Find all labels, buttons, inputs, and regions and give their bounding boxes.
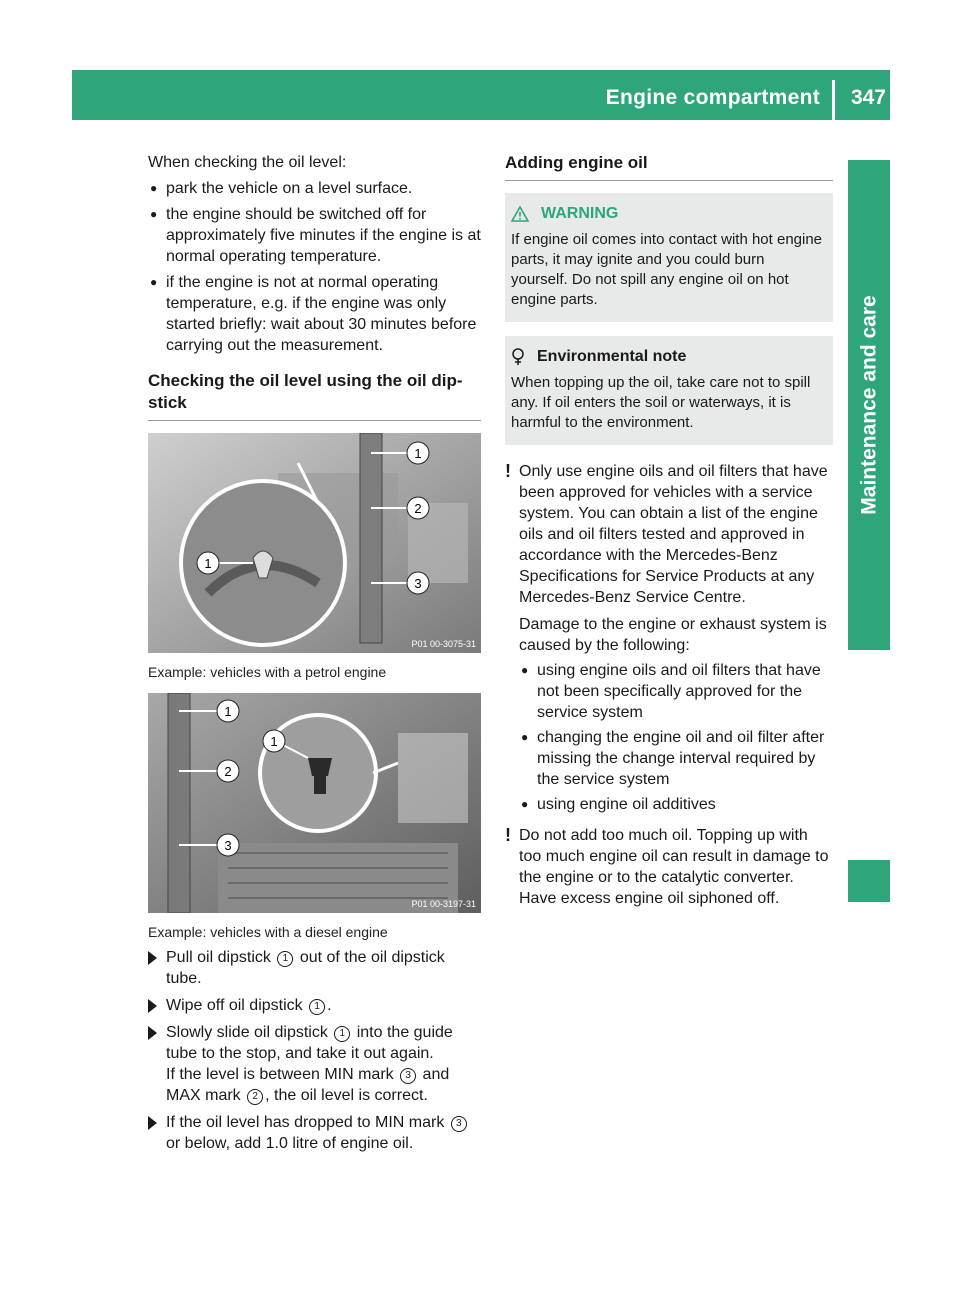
lightbulb-icon	[511, 348, 525, 366]
list-item: ● using engine oils and oil filters that have not been specifically approved for the service system	[521, 662, 821, 721]
note-text: Damage to the engine or exhaust system is caused by the following:	[519, 616, 827, 654]
exclamation-icon: !	[505, 825, 511, 845]
header-divider	[832, 80, 835, 120]
list-item: ● changing the engine oil and oil filter after missing the change interval required by the service system	[521, 729, 825, 788]
page-header	[72, 70, 890, 120]
chapter-marker	[848, 860, 890, 902]
svg-text:3: 3	[224, 838, 232, 853]
figure-caption: Example: vehicles with a diesel engine	[148, 924, 388, 940]
petrol-engine-photo	[148, 433, 481, 653]
list-item: ● the engine should be switched off for approximately five minutes if the engine is at normal operating temperature.	[150, 206, 481, 265]
bullet-icon: ●	[150, 181, 158, 195]
section-heading: Checking the oil level using the oil dip-stick	[148, 371, 463, 412]
step-arrow-icon	[148, 999, 157, 1013]
step-arrow-icon	[148, 1116, 157, 1130]
svg-text:3: 3	[414, 576, 422, 591]
heading-rule	[148, 420, 481, 421]
callout-number: 1	[334, 1026, 350, 1042]
warning-header	[511, 203, 825, 224]
bullet-icon: ●	[150, 207, 158, 221]
svg-text:1: 1	[270, 734, 278, 749]
bullet-icon: ●	[521, 797, 529, 811]
svg-text:1: 1	[204, 556, 212, 571]
svg-text:2: 2	[414, 501, 422, 516]
figure-code: P01 00-3075-31	[411, 639, 476, 649]
list-item: ● park the vehicle on a level surface.	[150, 180, 413, 197]
environment-note-header	[511, 346, 825, 367]
warning-text: If engine oil comes into contact with hot engine parts, it may ignite and you could burn yourself. Do not spill any engine oil on hot engine parts.	[511, 231, 823, 308]
environment-note-box	[505, 336, 833, 445]
callout-number: 1	[309, 999, 325, 1015]
callout-number: 3	[400, 1068, 416, 1084]
callout-number: 1	[277, 951, 293, 967]
instruction-step: If the oil level has dropped to MIN mark 3 or below, add 1.0 litre of engine oil.	[148, 1112, 481, 1154]
caution-note	[505, 461, 833, 815]
bullet-icon: ●	[521, 663, 529, 677]
chapter-tab-label: Maintenance and care	[857, 295, 881, 515]
right-column	[505, 152, 833, 909]
section-title: Engine compartment	[605, 86, 820, 109]
figure-caption: Example: vehicles with a petrol engine	[148, 664, 387, 680]
callout-number: 2	[247, 1089, 263, 1105]
figure-code: P01 00-3197-31	[411, 899, 476, 909]
svg-text:1: 1	[224, 704, 232, 719]
instruction-step: Pull oil dipstick 1 out of the oil dipstick tube.	[148, 947, 481, 989]
environment-note-label: Environmental note	[537, 348, 687, 365]
warning-box	[505, 193, 833, 322]
bullet-icon: ●	[150, 275, 158, 289]
instruction-step: Slowly slide oil dipstick 1 into the guide tube to the stop, and take it out again. If the level is between MIN mark 3 and MAX mark 2 , the oil level is correct.	[148, 1022, 481, 1106]
list-item: ● if the engine is not at normal operating temperature, e.g. if the engine was only started briefly: wait about 30 minutes before carrying out the measurement.	[150, 274, 477, 354]
list-item: ● using engine oil additives	[521, 796, 716, 813]
callout-number: 3	[451, 1116, 467, 1132]
warning-triangle-icon	[511, 206, 529, 222]
heading-rule	[505, 180, 833, 181]
left-column	[148, 152, 481, 1154]
svg-text:1: 1	[414, 446, 422, 461]
warning-label: WARNING	[541, 205, 619, 222]
page-number: 347	[850, 86, 886, 109]
environment-note-text: When topping up the oil, take care not to spill any. If oil enters the soil or waterways, it is harmful to the environment.	[511, 374, 811, 431]
diesel-engine-photo	[148, 693, 481, 913]
svg-text:2: 2	[224, 764, 232, 779]
step-arrow-icon	[148, 1026, 157, 1040]
bullet-icon: ●	[521, 730, 529, 744]
exclamation-icon: !	[505, 461, 511, 481]
caution-note	[505, 825, 833, 909]
instruction-step: Wipe off oil dipstick 1 .	[148, 995, 481, 1016]
chapter-tab	[848, 160, 890, 650]
note-text: Only use engine oils and oil filters that have been approved for vehicles with a service system. You can obtain a list of the engine oils and oil filters tested and approved in accordance with the Mercedes-Benz Specifications for Service Products at any Mercedes-Benz Service Centre.	[519, 463, 828, 606]
note-text: Do not add too much oil. Topping up with too much engine oil can result in damage to the engine or to the catalytic converter. Have excess engine oil siphoned off.	[519, 827, 829, 907]
step-arrow-icon	[148, 951, 157, 965]
section-heading: Adding engine oil	[505, 153, 648, 172]
intro-text: When checking the oil level:	[148, 154, 347, 171]
